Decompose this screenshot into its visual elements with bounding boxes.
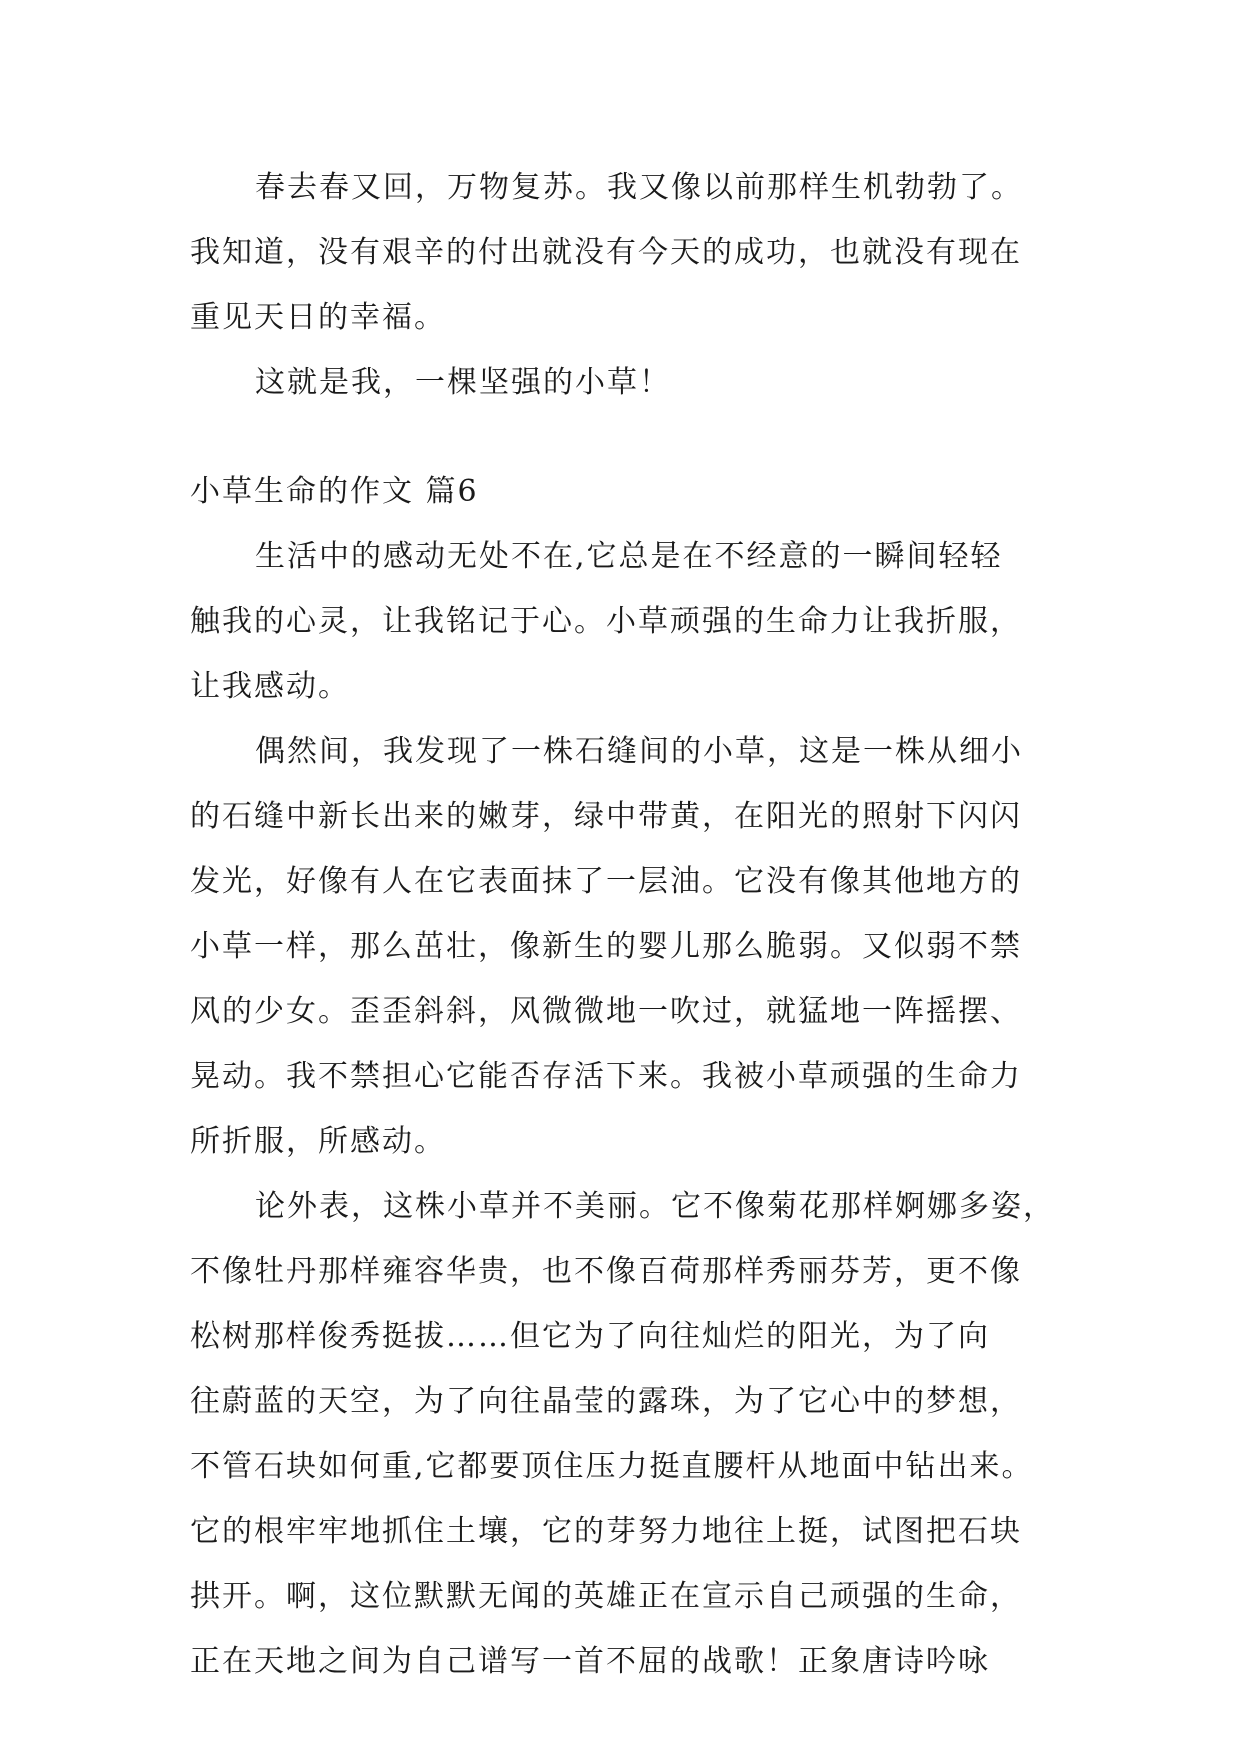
paragraph-line: 它的根牢牢地抓住土壤，它的芽努力地往上挺，试图把石块	[190, 1514, 1022, 1549]
paragraph-line: 不像牡丹那样雍容华贵，也不像百荷那样秀丽芬芳，更不像	[190, 1254, 1022, 1289]
paragraph-line: 晃动。我不禁担心它能否存活下来。我被小草顽强的生命力	[190, 1059, 1022, 1094]
paragraph-line: 的石缝中新长出来的嫩芽，绿中带黄，在阳光的照射下闪闪	[190, 799, 1022, 834]
paragraph-line: 生活中的感动无处不在,它总是在不经意的一瞬间轻轻	[255, 539, 1003, 574]
paragraph-line: 拱开。啊，这位默默无闻的英雄正在宣示自己顽强的生命，	[190, 1579, 1022, 1614]
paragraph-line: 发光，好像有人在它表面抹了一层油。它没有像其他地方的	[190, 864, 1022, 899]
paragraph-line: 松树那样俊秀挺拔……但它为了向往灿烂的阳光，为了向	[190, 1319, 990, 1354]
section-heading: 小草生命的作文 篇6	[190, 474, 479, 509]
paragraph-line: 所折服，所感动。	[190, 1124, 446, 1159]
paragraph-line: 春去春又回，万物复苏。我又像以前那样生机勃勃了。	[255, 170, 1023, 205]
paragraph-line: 触我的心灵，让我铭记于心。小草顽强的生命力让我折服，	[190, 604, 1022, 639]
paragraph-line: 往蔚蓝的天空，为了向往晶莹的露珠，为了它心中的梦想，	[190, 1384, 1022, 1419]
paragraph-line: 不管石块如何重,它都要顶住压力挺直腰杆从地面中钻出来。	[190, 1449, 1034, 1484]
paragraph-line: 风的少女。歪歪斜斜，风微微地一吹过，就猛地一阵摇摆、	[190, 994, 1022, 1029]
paragraph-line: 让我感动。	[190, 669, 350, 704]
paragraph-line: 重见天日的幸福。	[190, 300, 446, 335]
paragraph-line: 正在天地之间为自己谱写一首不屈的战歌！正象唐诗吟咏	[190, 1644, 990, 1679]
paragraph-line: 这就是我，一棵坚强的小草！	[255, 365, 671, 400]
paragraph-line: 论外表，这株小草并不美丽。它不像菊花那样婀娜多姿，	[255, 1189, 1055, 1224]
paragraph-line: 偶然间，我发现了一株石缝间的小草，这是一株从细小	[255, 734, 1023, 769]
paragraph-line: 我知道，没有艰辛的付出就没有今天的成功，也就没有现在	[190, 235, 1022, 270]
paragraph-line: 小草一样，那么茁壮，像新生的婴儿那么脆弱。又似弱不禁	[190, 929, 1022, 964]
